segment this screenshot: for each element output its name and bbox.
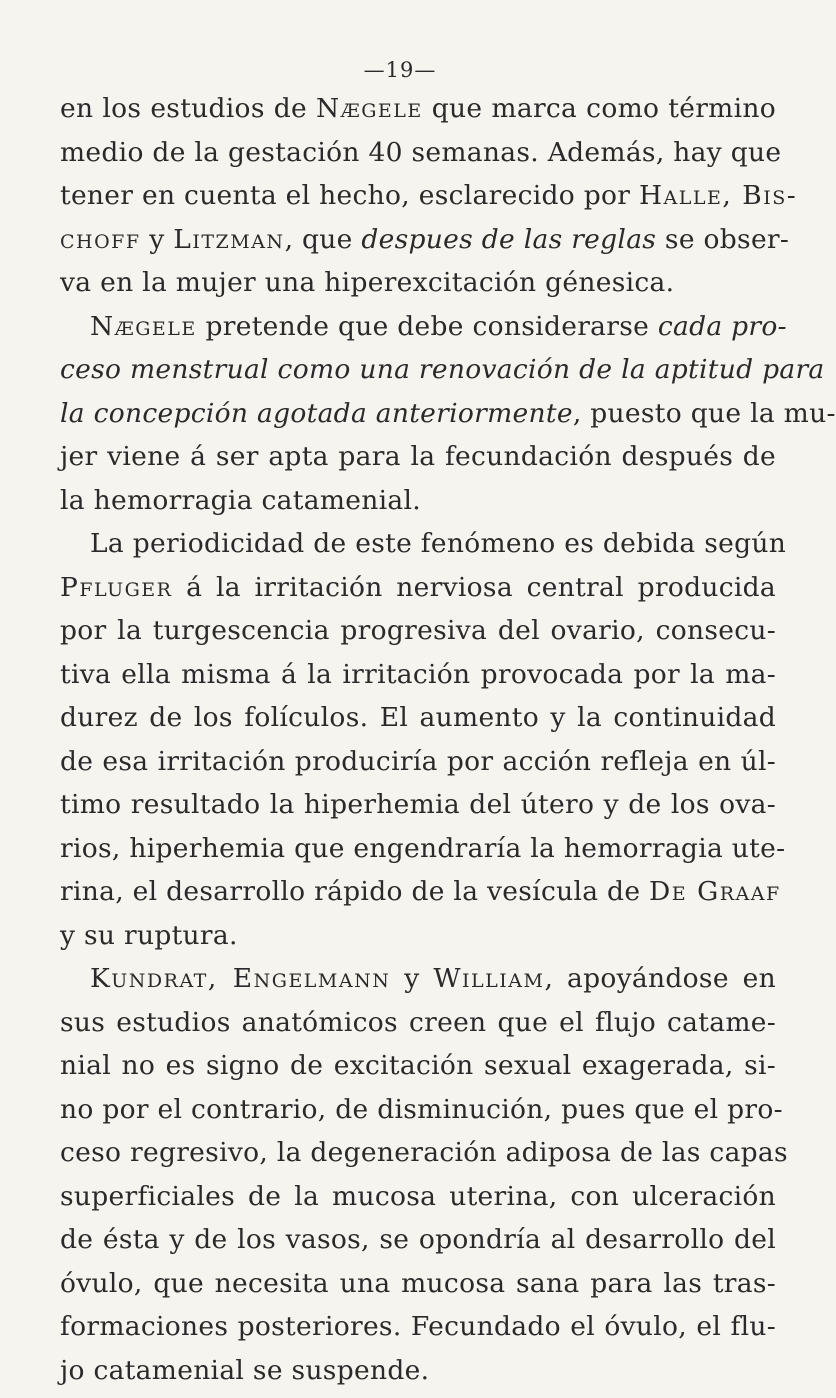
emphasis-text: ceso menstrual como una renovación de la aptitud para bbox=[60, 354, 825, 385]
text-segment: , puesto que la mu- bbox=[572, 397, 836, 429]
text-line bbox=[60, 745, 776, 777]
text-segment: tiva ella misma á la irritación provocada por la ma- bbox=[60, 658, 776, 690]
text-segment: y bbox=[390, 963, 434, 994]
text-segment: la hemorragia catamenial. bbox=[60, 484, 421, 516]
text-segment: que marca como término bbox=[422, 93, 777, 124]
text-segment: , apoyándose en bbox=[544, 963, 776, 994]
text-segment: de esa irritación produciría por acción refleja en úl- bbox=[60, 745, 776, 777]
text-segment: en los estudios de bbox=[60, 93, 317, 124]
text-line bbox=[60, 267, 675, 298]
text-line bbox=[90, 310, 787, 342]
text-line bbox=[60, 1137, 788, 1168]
text-segment: jo catamenial se suspende. bbox=[60, 1354, 430, 1386]
text-line bbox=[60, 658, 776, 690]
text-segment: pretende que debe considerarse bbox=[196, 310, 658, 342]
text-line bbox=[60, 180, 798, 211]
text-segment: durez de los folículos. El aumento y la continuidad bbox=[60, 702, 776, 733]
text-line bbox=[60, 1050, 776, 1081]
text-segment: formaciones posteriores. Fecundado el óvulo, el flu- bbox=[60, 1311, 776, 1342]
text-line bbox=[60, 354, 825, 385]
text-segment: , que bbox=[284, 223, 362, 255]
author-name: Pfluger bbox=[60, 571, 173, 603]
text-segment: por la turgescencia progresiva del ovario, consecu- bbox=[60, 615, 776, 646]
text-segment: superficiales de la mucosa uterina, con ulceración bbox=[60, 1180, 776, 1212]
text-line bbox=[90, 528, 787, 559]
text-line bbox=[60, 789, 776, 820]
text-segment: tener en cuenta el hecho, esclarecido por bbox=[60, 180, 639, 211]
text-line bbox=[60, 1093, 783, 1125]
author-name: Litzman bbox=[173, 223, 285, 255]
text-segment: y bbox=[140, 223, 174, 255]
text-line bbox=[60, 223, 790, 255]
text-line bbox=[60, 1311, 776, 1342]
emphasis-text: despues de las reglas bbox=[361, 223, 657, 255]
text-line bbox=[60, 441, 776, 472]
text-line bbox=[60, 136, 782, 168]
author-name: choff bbox=[60, 223, 141, 255]
text-line bbox=[60, 1224, 776, 1255]
text-segment: va en la mujer una hiperexcitación génesica. bbox=[60, 267, 675, 298]
text-segment: ceso regresivo, la degeneración adiposa de las capas bbox=[60, 1137, 788, 1168]
author-name: De Graaf bbox=[649, 876, 781, 907]
emphasis-text: cada pro- bbox=[657, 310, 787, 342]
author-name: Halle, Bis- bbox=[638, 180, 798, 211]
text-segment: jer viene á ser apta para la fecundación después de bbox=[60, 441, 776, 472]
emphasis-text: la concepción agotada anteriormente bbox=[60, 397, 573, 429]
author-name: Nægele bbox=[316, 93, 423, 124]
text-segment: timo resultado la hiperhemia del útero y de los ova- bbox=[60, 789, 776, 820]
text-segment: y su ruptura. bbox=[60, 919, 238, 951]
text-line bbox=[90, 963, 776, 994]
text-segment: sus estudios anatómicos creen que el flujo catame- bbox=[60, 1006, 776, 1038]
author-name: Kundrat, Engelmann bbox=[90, 963, 391, 994]
text-segment: se obser- bbox=[656, 223, 790, 255]
text-line bbox=[60, 615, 776, 646]
text-segment: no por el contrario, de disminución, pues que el pro- bbox=[60, 1093, 783, 1125]
author-name: Nægele bbox=[90, 310, 197, 342]
text-line bbox=[60, 484, 421, 516]
text-segment: medio de la gestación 40 semanas. Además, hay que bbox=[60, 136, 782, 168]
text-line bbox=[60, 1354, 430, 1386]
text-segment: óvulo, que necesita una mucosa sana para las tras- bbox=[60, 1267, 776, 1299]
text-line bbox=[60, 919, 238, 951]
text-segment: de ésta y de los vasos, se opondría al desarrollo del bbox=[60, 1224, 776, 1255]
text-segment: rina, el desarrollo rápido de la vesícula de bbox=[60, 876, 650, 907]
text-line bbox=[60, 702, 776, 733]
text-segment: La periodicidad de este fenómeno es debida según bbox=[90, 528, 787, 559]
text-line bbox=[60, 1267, 776, 1299]
text-line bbox=[60, 1180, 776, 1212]
page-number: —19— bbox=[363, 58, 437, 82]
text-line bbox=[60, 93, 777, 124]
text-line bbox=[60, 571, 776, 603]
text-line bbox=[60, 1006, 776, 1038]
text-segment: nial no es signo de excitación sexual exagerada, si- bbox=[60, 1050, 776, 1081]
text-line bbox=[60, 397, 836, 429]
text-segment: rios, hiperhemia que engendraría la hemorragia ute- bbox=[60, 832, 786, 864]
text-segment: á la irritación nerviosa central producida bbox=[172, 571, 776, 603]
text-line bbox=[60, 876, 781, 907]
author-name: William bbox=[433, 963, 545, 994]
text-line bbox=[60, 832, 786, 864]
